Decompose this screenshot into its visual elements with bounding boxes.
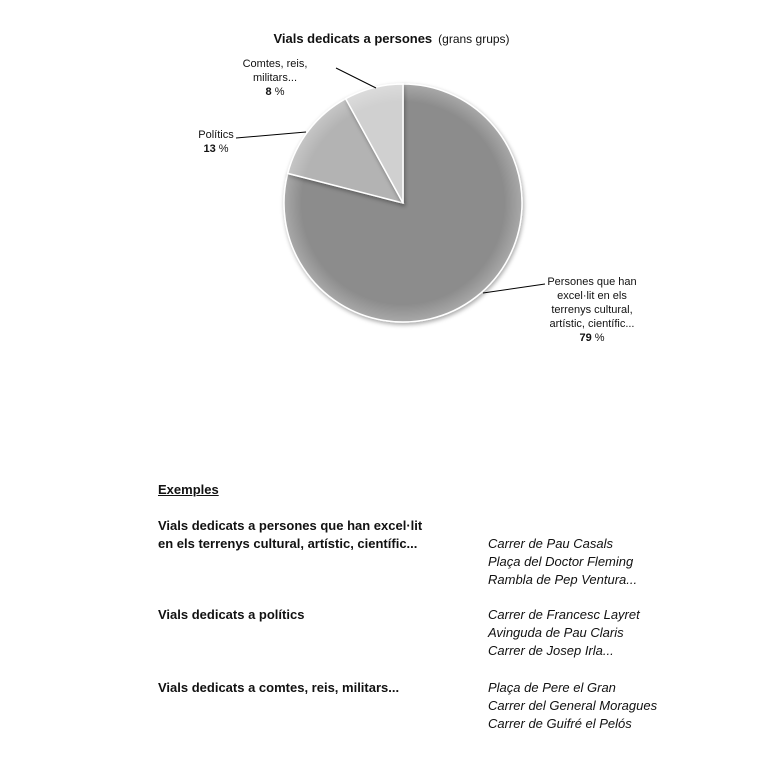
group-title-line: Vials dedicats a polítics [158,607,305,622]
group-title-line: en els terrenys cultural, artístic, científic... [158,536,418,551]
example-list [488,535,637,589]
example-item: Carrer de Guifré el Pelós [488,716,632,731]
pie-slices [284,84,522,322]
example-group-title [158,679,399,697]
example-item: Plaça de Pere el Gran [488,680,616,695]
label-line: excel·lit en els [557,290,627,302]
leader-line-politics [236,132,306,138]
label-line: Comtes, reis, [242,58,308,70]
group-title-line: Vials dedicats a persones que han excel·lit [158,518,423,533]
pie-highlight [284,84,522,322]
label-percent: 8 [265,86,272,98]
example-item: Carrer de Josep Irla... [488,643,614,658]
examples-heading: Exemples [158,482,219,497]
label-unit: % [274,86,285,98]
example-list [488,606,640,660]
data-label-comtes [232,57,318,99]
label-line: terrenys cultural, [551,304,633,316]
label-line: Persones que han [547,276,637,288]
chart-title-main: Vials dedicats a persones [273,31,433,46]
label-line: militars... [253,72,297,84]
label-unit: % [594,332,605,344]
label-unit: % [218,143,229,155]
example-group-title [158,517,422,553]
leader-line-comtes [336,68,376,88]
example-item: Rambla de Pep Ventura... [488,572,638,587]
data-label-persones [516,275,668,345]
label-line: artístic, científic... [549,318,635,330]
example-item: Carrer de Francesc Layret [488,607,640,622]
example-list [488,679,657,733]
example-item: Carrer del General Moragues [488,698,658,713]
label-percent: 13 [203,143,216,155]
label-line: Polítics [198,129,234,141]
label-percent: 79 [579,332,592,344]
example-item: Avinguda de Pau Claris [488,625,624,640]
data-label-politics [186,128,246,156]
example-item: Plaça del Doctor Fleming [488,554,634,569]
example-item: Carrer de Pau Casals [488,536,613,551]
chart-subtitle: (grans grups) [438,32,510,46]
example-group-title [158,606,304,624]
group-title-line: Vials dedicats a comtes, reis, militars... [158,680,400,695]
